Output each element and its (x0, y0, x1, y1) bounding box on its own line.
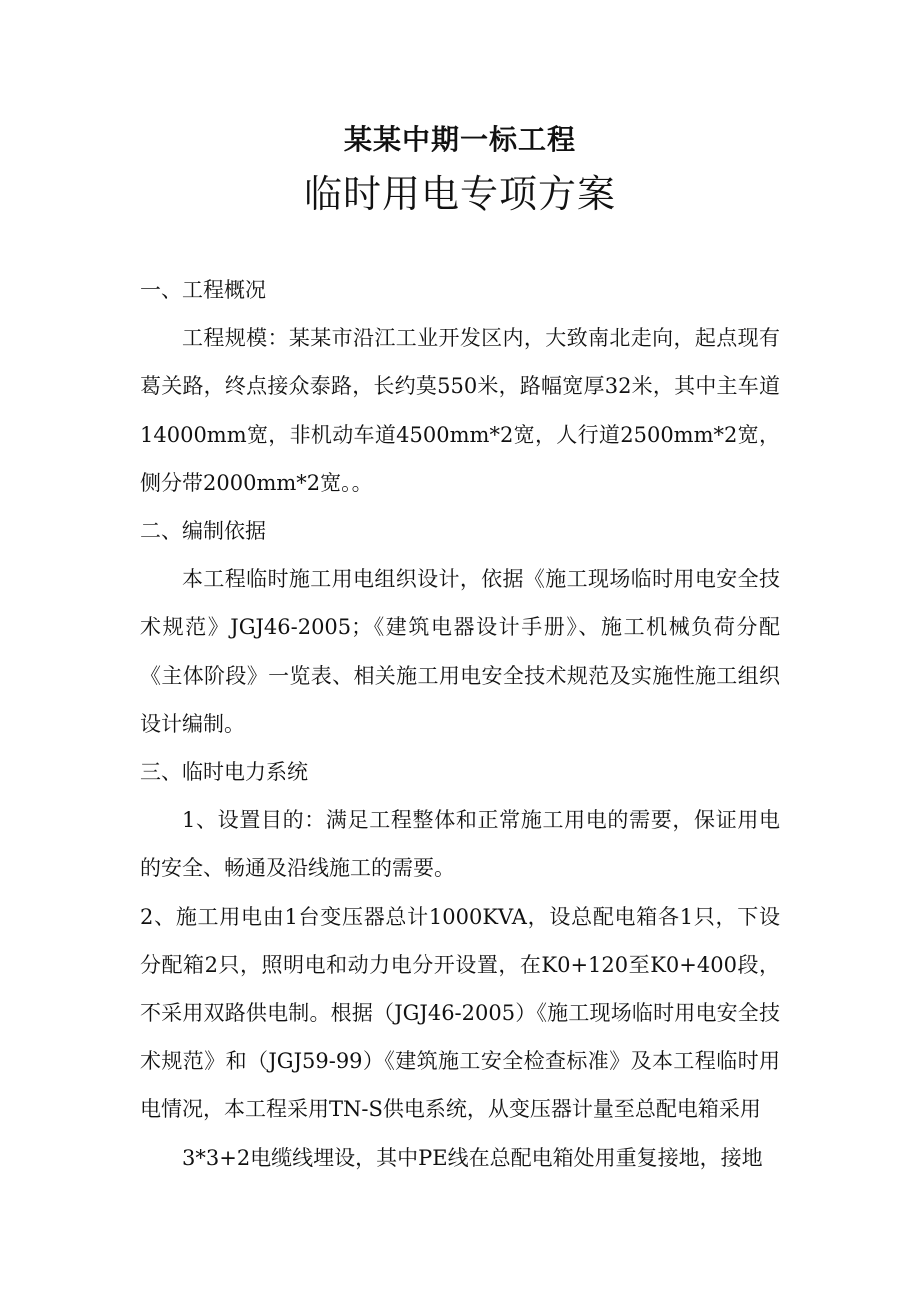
basis-paragraph: 本工程临时施工用电组织设计，依据《施工现场临时用电安全技术规范》JGJ46-2005；《建筑电器设计手册》、施工机械负荷分配《主体阶段》一览表、相关施工用电安全技术规范及实施性施工组织设计编制。 (140, 567, 780, 736)
power-system-paragraph-3: 3*3+2电缆线埋设，其中PE线在总配电箱处用重复接地，接地 (182, 1145, 763, 1170)
document-body (140, 266, 780, 1182)
document-subtitle: 临时用电专项方案 (303, 172, 616, 216)
document-title: 某某中期一标工程 (343, 123, 576, 156)
section-heading-overview: 一、工程概况 (140, 278, 266, 302)
section-heading-basis: 二、编制依据 (140, 519, 266, 544)
overview-paragraph: 工程规模：某某市沿江工业开发区内，大致南北走向，起点现有葛关路，终点接众泰路，长约莫550米，路幅宽厚32米，其中主车道14000mm宽，非机动车道4500mm*2宽，人行道2500mm*2宽，侧分带2000mm*2宽。。 (140, 326, 780, 495)
power-system-paragraph-2: 2、施工用电由1台变压器总计1000KVA，设总配电箱各1只，下设分配箱2只，照明电和动力电分开设置，在K0+120至K0+400段，不采用双路供电制。根据（JGJ46-2005）《施工现场临时用电安全技术规范》和（JGJ59-99）《建筑施工安全检查标准》及本工程临时用电情况，本工程采用TN-S供电系统，从变压器计量至总配电箱采用 (140, 904, 780, 1122)
power-system-paragraph-1: 1、设置目的：满足工程整体和正常施工用电的需要，保证用电的安全、畅通及沿线施工的需要。 (140, 808, 780, 881)
section-heading-power-system: 三、临时电力系统 (140, 760, 308, 785)
